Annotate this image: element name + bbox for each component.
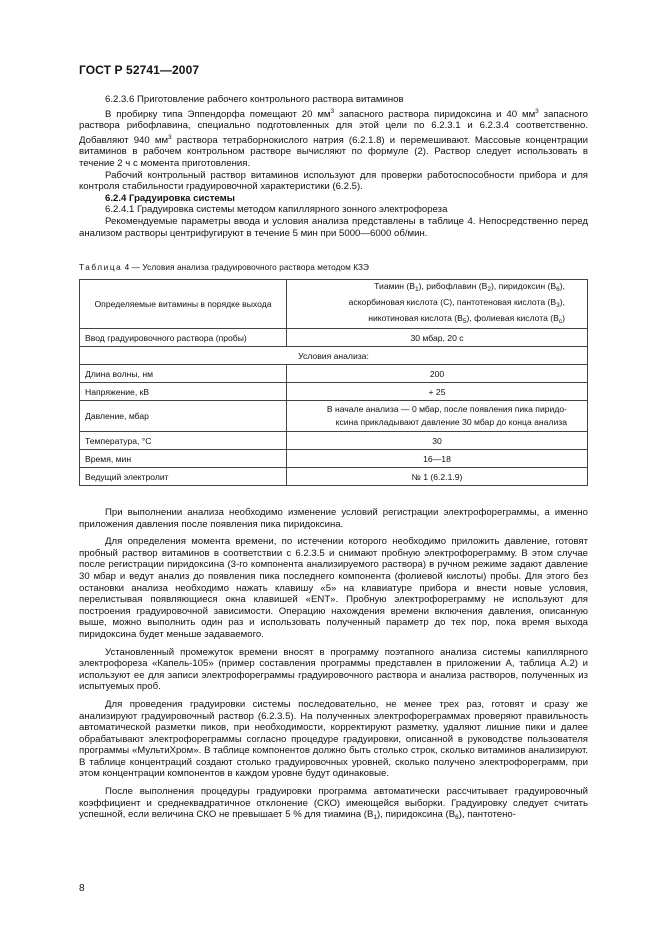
table-cell-value: № 1 (6.2.1.9) bbox=[287, 468, 588, 486]
after-table-text bbox=[79, 507, 588, 824]
table-row bbox=[80, 365, 588, 383]
text-line: В начале анализа — 0 мбар, после появления пика пиридо- bbox=[326, 404, 567, 414]
header-line bbox=[292, 280, 565, 296]
table-cell-label: Температура, °С bbox=[80, 432, 287, 450]
table-cell-value: 30 мбар, 20 с bbox=[287, 329, 588, 347]
text-run: запасного раствора рибофлавина, специально подготовленных для этой цели по 6.2.3.1 и 6.2.3.4 соответственно. Добавляют 940 мм bbox=[79, 108, 589, 146]
table-cell-label: Напряжение, кВ bbox=[80, 383, 287, 401]
text-run: ), фолиевая кислота (В bbox=[466, 313, 559, 323]
table-header-cell bbox=[287, 280, 588, 329]
text-line: ксина прикладывают давление 30 мбар до конца анализа bbox=[335, 417, 567, 427]
text-run: ), пиридоксин (В bbox=[490, 281, 557, 291]
table-4-caption bbox=[79, 263, 369, 272]
text-run: ), пантотено- bbox=[458, 809, 516, 821]
superscript: 3 bbox=[535, 107, 539, 115]
subscript: 6 bbox=[455, 814, 459, 822]
text-run: ), пиридоксина (В bbox=[377, 809, 456, 821]
subscript: 3 bbox=[556, 302, 560, 309]
table-cell-label: Ввод градуировочного раствора (пробы) bbox=[80, 329, 287, 347]
table-cell-value: + 25 bbox=[287, 383, 588, 401]
table-cell-label: Длина волны, нм bbox=[80, 365, 287, 383]
paragraph: Для проведения градуировки системы последовательно, не менее трех раз, готовят и сразу же анализируют градуировочный раствор (6.2.3.5). На полученных электрофореграммах проверяют правильность автоматической разметки пиков, при необходимости, корректируют разметку, удаляют лишние пики и далее обрабатывают электрофореграммы согласно процедуре градуировки, описанной в руководстве пользователя программы «МультиХром». В таблице компонентов должно быть столько строк, сколько витаминов анализируют. В таблице концентраций создают столько градуировочных уровней, сколько получено электрофореграмм, при этом концентрации компонентов в каждом уровне будут одинаковые. bbox=[79, 698, 588, 780]
subscript: 1 bbox=[373, 814, 378, 822]
text-run: ) bbox=[562, 313, 565, 323]
text-run: запасного раствора пиридоксина и 40 мм bbox=[334, 108, 536, 120]
section-6-2-3-6-paragraph-2: Рабочий контрольный раствор витаминов используют для проверки работоспособности прибора и для контроля стабильности градуировочной характеристики (6.2.5). bbox=[79, 169, 588, 193]
section-6-2-4-1-paragraph: Рекомендуемые параметры ввода и условия анализа представлены в таблице 4. Непосредственно перед анализом растворы центрифугируют в течение 5 мин при 5000—6000 об/мин. bbox=[79, 215, 588, 239]
text-run: ), bbox=[559, 281, 565, 291]
table-row bbox=[80, 280, 588, 329]
text-run: ), bbox=[559, 297, 565, 307]
table-row bbox=[80, 468, 588, 486]
text-run: В пробирку типа Эппендорфа помещают 20 мм bbox=[105, 108, 331, 120]
table-cell-label: Давление, мбар bbox=[80, 401, 287, 432]
table-row bbox=[80, 401, 588, 432]
table-cell-label: Ведущий электролит bbox=[80, 468, 287, 486]
page-number: 8 bbox=[79, 883, 85, 894]
superscript: 3 bbox=[330, 107, 335, 115]
paragraph: Установленный промежуток времени вносят в программу поэтапного анализа системы капиллярного электрофореза «Капель-105» (пример составления программы представлен в приложении А, таблица А.2) и используют ее для записи электрофореграммы градуировочного раствора и анализа растворов, полученных из испытуемых проб. bbox=[79, 646, 588, 693]
text-run: раствора тетраборнокислого натрия (6.2.1.8) и перемешивают. Массовые концентрации витаминов в рабочем контрольном растворе вычисляют по формуле (2). Раствор следует использовать в течение 2 ч с момента приготовления. bbox=[79, 134, 588, 169]
paragraph: При выполнении анализа необходимо изменение условий регистрации электрофореграммы, а именно приложения давления после появления пика пиридоксина. bbox=[79, 507, 588, 530]
table-header-cell: Определяемые витамины в порядке выхода bbox=[80, 280, 287, 329]
subscript: 2 bbox=[487, 286, 491, 293]
header-line bbox=[292, 312, 565, 328]
section-6-2-3-6-title: 6.2.3.6 Приготовление рабочего контрольного раствора витаминов bbox=[105, 94, 404, 105]
subscript: с bbox=[558, 318, 563, 325]
table-cell-conditions: Условия анализа: bbox=[80, 347, 588, 365]
table-row bbox=[80, 347, 588, 365]
subscript: 6 bbox=[556, 286, 560, 293]
text-run: После выполнения процедуры градуировки программа автоматически рассчитывает градуировочный коэффициент и среднеквадратичное отклонение (СКО) имеющейся выборки. Градуировку следует считать успешной, если величина СКО не превышает 5 % для тиамина (В bbox=[79, 786, 588, 821]
table-row bbox=[80, 432, 588, 450]
section-6-2-3-6-paragraph-1 bbox=[79, 106, 588, 170]
text-run: аскорбиновая кислота (С), пантотеновая кислота (В bbox=[348, 297, 557, 307]
standard-header: ГОСТ Р 52741—2007 bbox=[79, 63, 200, 77]
table-cell-value bbox=[287, 401, 588, 432]
subscript: 1 bbox=[415, 286, 419, 293]
section-6-2-3-6-6-2-4 bbox=[79, 94, 588, 239]
text-run: никотиновая кислота (В bbox=[368, 313, 463, 323]
paragraph bbox=[79, 786, 588, 824]
table-4 bbox=[79, 279, 588, 486]
caption-text: 4 — Условия анализа градуировочного раствора методом КЗЭ bbox=[122, 263, 370, 272]
table-cell-value: 16—18 bbox=[287, 450, 588, 468]
caption-label: Таблица bbox=[79, 263, 123, 272]
superscript: 3 bbox=[168, 133, 172, 141]
header-line bbox=[292, 296, 565, 312]
table-cell-label: Время, мин bbox=[80, 450, 287, 468]
table-cell-value: 30 bbox=[287, 432, 588, 450]
subscript: 5 bbox=[462, 318, 467, 325]
table-row bbox=[80, 329, 588, 347]
text-run: ), рибофлавин (В bbox=[418, 281, 488, 291]
section-6-2-4-title: 6.2.4 Градуировка системы bbox=[105, 192, 235, 204]
text-run: Тиамин (В bbox=[374, 281, 416, 291]
table-row bbox=[80, 383, 588, 401]
table-row bbox=[80, 450, 588, 468]
paragraph: Для определения момента времени, по истечении которого необходимо приложить давление, готовят пробный раствор витаминов в соответствии с 6.2.3.5 и снимают пробную электрофореграмму. В этом случае после регистрации пиридоксина (3-го компонента анализируемого раствора) в ручном режиме задают давление 30 мбар и ведут анализ до появления пика последнего компонента (фолиевой кислоты) пробы. Для этого без остановки анализа необходимо нажать клавишу «5» на клавиатуре прибора и внести новые условия, перелистывая появляющиеся окна клавишей «ENT». Пробную электрофореграмму не используют для построения градуировочной зависимости. Операцию нахождения времени включения давления, описанную выше, можно выполнить один раз и использовать полученный параметр до тех пор, пока время выхода пиридоксина будет меньше задаваемого. bbox=[79, 536, 588, 640]
table-cell-value: 200 bbox=[287, 365, 588, 383]
section-6-2-4-1-title: 6.2.4.1 Градуировка системы методом капиллярного зонного электрофореза bbox=[105, 204, 448, 216]
